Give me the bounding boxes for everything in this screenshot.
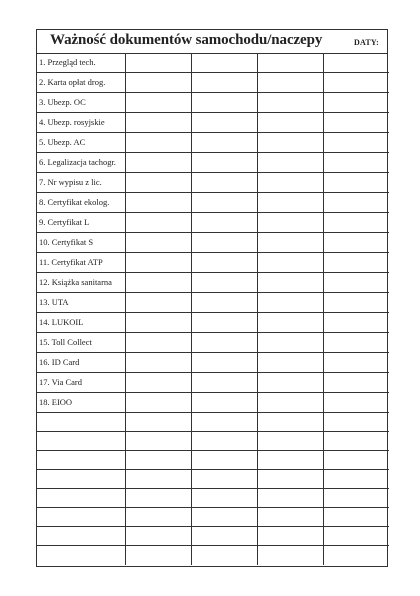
table-row (37, 193, 389, 213)
date-cell[interactable] (125, 451, 191, 470)
date-cell[interactable] (257, 470, 323, 489)
table-row (37, 93, 389, 113)
date-cell[interactable] (323, 113, 389, 133)
dates-label: DATY: (353, 38, 379, 47)
date-cell[interactable] (191, 53, 257, 73)
date-cell[interactable] (191, 353, 257, 373)
row-label: 7. Nr wypisu z lic. (37, 173, 125, 193)
date-cell[interactable] (125, 470, 191, 489)
date-cell[interactable] (257, 489, 323, 508)
date-cell[interactable] (125, 527, 191, 546)
table-row (37, 53, 389, 73)
row-label: 4. Ubezp. rosyjskie (37, 113, 125, 133)
date-cell[interactable] (191, 333, 257, 353)
table-row (37, 489, 389, 508)
table-row (37, 546, 389, 565)
date-cell[interactable] (125, 373, 191, 393)
row-label: 14. LUKOIL (37, 313, 125, 333)
date-cell[interactable] (125, 489, 191, 508)
date-cell[interactable] (323, 432, 389, 451)
date-cell[interactable] (125, 93, 191, 113)
table-row (37, 293, 389, 313)
date-cell[interactable] (323, 273, 389, 293)
date-cell[interactable] (257, 253, 323, 273)
date-cell[interactable] (323, 293, 389, 313)
date-cell[interactable] (257, 527, 323, 546)
row-label: 18. EIOO (37, 393, 125, 413)
date-cell[interactable] (323, 173, 389, 193)
row-label (37, 432, 125, 451)
date-cell[interactable] (191, 293, 257, 313)
date-cell[interactable] (191, 173, 257, 193)
date-cell[interactable] (257, 273, 323, 293)
date-cell[interactable] (257, 173, 323, 193)
page-title: Ważność dokumentów samochodu/naczepy (50, 32, 323, 48)
date-cell[interactable] (191, 193, 257, 213)
table-row (37, 413, 389, 432)
table-row (37, 470, 389, 489)
date-cell[interactable] (125, 253, 191, 273)
date-cell[interactable] (191, 373, 257, 393)
date-cell[interactable] (191, 413, 257, 432)
document-table (37, 53, 389, 565)
date-cell[interactable] (191, 508, 257, 527)
date-cell[interactable] (125, 353, 191, 373)
date-cell[interactable] (125, 393, 191, 413)
date-cell[interactable] (323, 153, 389, 173)
date-cell[interactable] (191, 253, 257, 273)
row-label: 1. Przegląd tech. (37, 53, 125, 73)
row-label: 17. Via Card (37, 373, 125, 393)
date-cell[interactable] (125, 173, 191, 193)
date-cell[interactable] (323, 133, 389, 153)
date-cell[interactable] (323, 546, 389, 565)
row-label (37, 451, 125, 470)
date-cell[interactable] (257, 451, 323, 470)
date-cell[interactable] (257, 546, 323, 565)
row-label: 10. Certyfikat S (37, 233, 125, 253)
date-cell[interactable] (191, 153, 257, 173)
row-label (37, 546, 125, 565)
date-cell[interactable] (125, 113, 191, 133)
date-cell[interactable] (125, 73, 191, 93)
date-cell[interactable] (323, 93, 389, 113)
table-row (37, 333, 389, 353)
date-cell[interactable] (125, 508, 191, 527)
row-label: 16. ID Card (37, 353, 125, 373)
date-cell[interactable] (257, 413, 323, 432)
date-cell[interactable] (191, 233, 257, 253)
date-cell[interactable] (323, 413, 389, 432)
table-row (37, 353, 389, 373)
row-label: 13. UTA (37, 293, 125, 313)
date-cell[interactable] (257, 293, 323, 313)
row-label: 11. Certyfikat ATP (37, 253, 125, 273)
header (37, 30, 387, 54)
table-row (37, 373, 389, 393)
date-cell[interactable] (323, 527, 389, 546)
date-cell[interactable] (257, 53, 323, 73)
date-cell[interactable] (191, 393, 257, 413)
table-row (37, 153, 389, 173)
row-label: 8. Certyfikat ekolog. (37, 193, 125, 213)
date-cell[interactable] (191, 213, 257, 233)
date-cell[interactable] (125, 413, 191, 432)
date-cell[interactable] (191, 273, 257, 293)
date-cell[interactable] (323, 353, 389, 373)
date-cell[interactable] (125, 546, 191, 565)
date-cell[interactable] (191, 73, 257, 93)
date-cell[interactable] (257, 373, 323, 393)
table-row (37, 432, 389, 451)
table-row (37, 253, 389, 273)
date-cell[interactable] (323, 213, 389, 233)
date-cell[interactable] (191, 313, 257, 333)
table-row (37, 133, 389, 153)
date-cell[interactable] (257, 213, 323, 233)
date-cell[interactable] (323, 253, 389, 273)
date-cell[interactable] (257, 113, 323, 133)
date-cell[interactable] (323, 451, 389, 470)
row-label: 5. Ubezp. AC (37, 133, 125, 153)
date-cell[interactable] (323, 508, 389, 527)
date-cell[interactable] (257, 193, 323, 213)
table-row (37, 73, 389, 93)
date-cell[interactable] (257, 133, 323, 153)
document-sheet (36, 29, 388, 567)
date-cell[interactable] (191, 489, 257, 508)
date-cell[interactable] (257, 353, 323, 373)
date-cell[interactable] (257, 233, 323, 253)
date-cell[interactable] (323, 193, 389, 213)
date-cell[interactable] (125, 213, 191, 233)
table-row (37, 451, 389, 470)
date-cell[interactable] (125, 273, 191, 293)
table-row (37, 527, 389, 546)
date-cell[interactable] (323, 373, 389, 393)
date-cell[interactable] (125, 53, 191, 73)
date-cell[interactable] (191, 470, 257, 489)
date-cell[interactable] (191, 451, 257, 470)
row-label (37, 489, 125, 508)
date-cell[interactable] (125, 293, 191, 313)
row-label: 9. Certyfikat L (37, 213, 125, 233)
date-cell[interactable] (125, 313, 191, 333)
date-cell[interactable] (323, 489, 389, 508)
date-cell[interactable] (257, 393, 323, 413)
date-cell[interactable] (323, 73, 389, 93)
date-cell[interactable] (323, 313, 389, 333)
date-cell[interactable] (323, 233, 389, 253)
date-cell[interactable] (191, 113, 257, 133)
table-row (37, 508, 389, 527)
table-row (37, 233, 389, 253)
date-cell[interactable] (191, 93, 257, 113)
row-label: 2. Karta opłat drog. (37, 73, 125, 93)
date-cell[interactable] (191, 133, 257, 153)
date-cell[interactable] (257, 313, 323, 333)
row-label (37, 508, 125, 527)
date-cell[interactable] (257, 508, 323, 527)
row-label: 12. Książka sanitarna (37, 273, 125, 293)
table-row (37, 213, 389, 233)
row-label (37, 413, 125, 432)
date-cell[interactable] (323, 393, 389, 413)
date-cell[interactable] (191, 546, 257, 565)
date-cell[interactable] (191, 527, 257, 546)
date-cell[interactable] (125, 153, 191, 173)
row-label: 15. Toll Collect (37, 333, 125, 353)
date-cell[interactable] (323, 53, 389, 73)
date-cell[interactable] (125, 432, 191, 451)
date-cell[interactable] (125, 193, 191, 213)
table-row (37, 173, 389, 193)
date-cell[interactable] (191, 432, 257, 451)
row-label: 6. Legalizacja tachogr. (37, 153, 125, 173)
date-cell[interactable] (257, 93, 323, 113)
date-cell[interactable] (323, 333, 389, 353)
table-row (37, 113, 389, 133)
row-label (37, 527, 125, 546)
date-cell[interactable] (257, 73, 323, 93)
row-label: 3. Ubezp. OC (37, 93, 125, 113)
date-cell[interactable] (257, 333, 323, 353)
date-cell[interactable] (257, 432, 323, 451)
date-cell[interactable] (323, 470, 389, 489)
date-cell[interactable] (125, 133, 191, 153)
date-cell[interactable] (125, 333, 191, 353)
date-cell[interactable] (257, 153, 323, 173)
row-label (37, 470, 125, 489)
date-cell[interactable] (125, 233, 191, 253)
table-row (37, 273, 389, 293)
table-row (37, 393, 389, 413)
table-row (37, 313, 389, 333)
